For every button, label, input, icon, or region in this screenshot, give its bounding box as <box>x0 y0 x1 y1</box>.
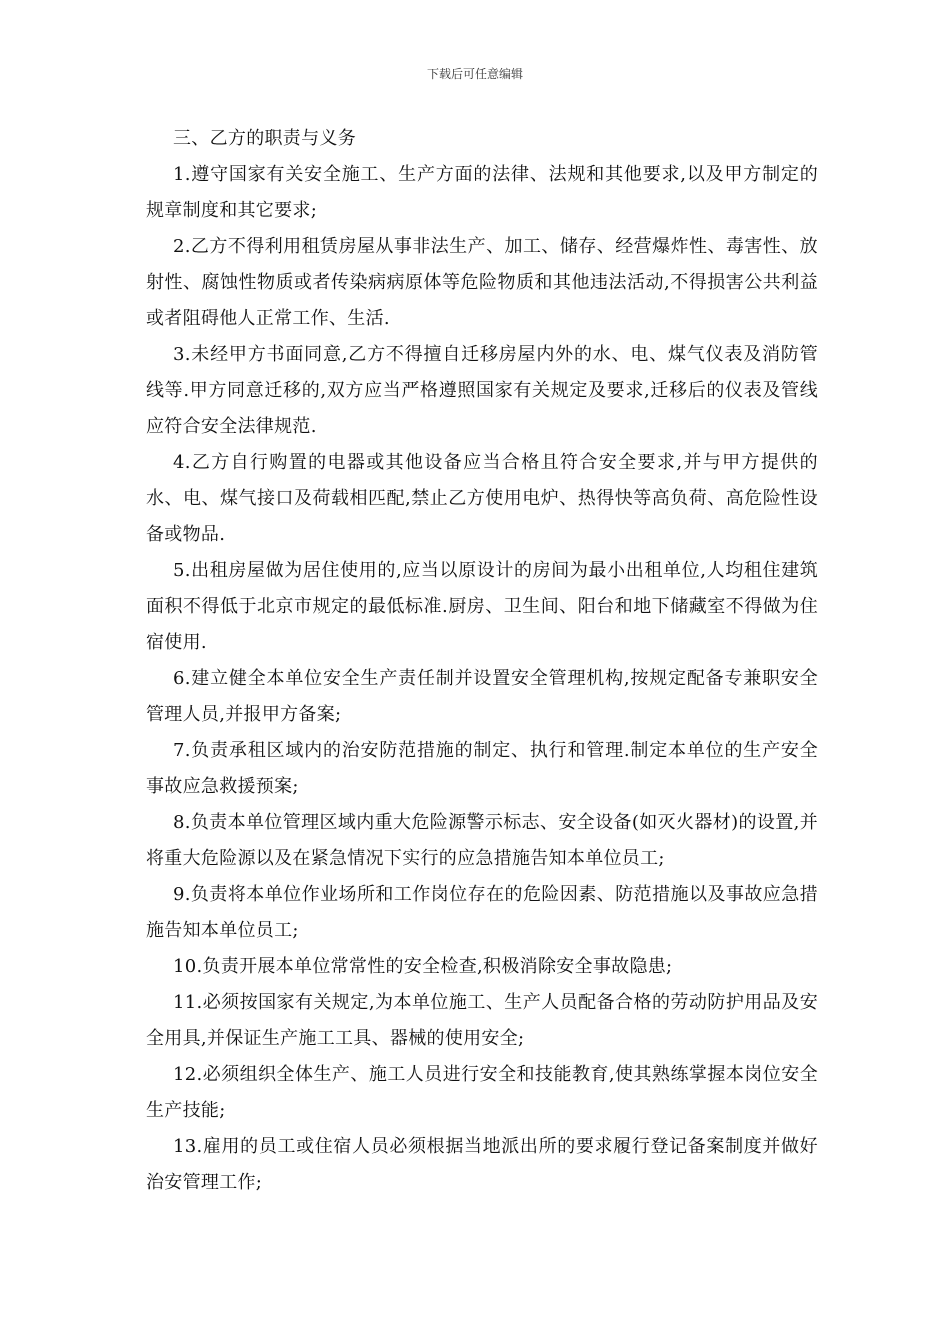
document-body <box>146 121 818 1201</box>
clause-12: 12.必须组织全体生产、施工人员进行安全和技能教育,使其熟练掌握本岗位安全生产技能; <box>146 1064 818 1121</box>
page-header-watermark: 下载后可任意编辑 <box>426 67 523 81</box>
clause-5: 5.出租房屋做为居住使用的,应当以原设计的房间为最小出租单位,人均租住建筑面积不得低于北京市规定的最低标准.厨房、卫生间、阳台和地下储藏室不得做为住宿使用. <box>146 560 818 653</box>
clause-1: 1.遵守国家有关安全施工、生产方面的法律、法规和其他要求,以及甲方制定的规章制度和其它要求; <box>146 164 818 221</box>
clause-3: 3.未经甲方书面同意,乙方不得擅自迁移房屋内外的水、电、煤气仪表及消防管线等.甲方同意迁移的,双方应当严格遵照国家有关规定及要求,迁移后的仪表及管线应符合安全法律规范. <box>146 344 818 437</box>
clause-13: 13.雇用的员工或住宿人员必须根据当地派出所的要求履行登记备案制度并做好治安管理工作; <box>146 1136 818 1193</box>
section-heading: 三、乙方的职责与义务 <box>173 128 356 149</box>
clause-9: 9.负责将本单位作业场所和工作岗位存在的危险因素、防范措施以及事故应急措施告知本单位员工; <box>146 884 818 941</box>
clause-6: 6.建立健全本单位安全生产责任制并设置安全管理机构,按规定配备专兼职安全管理人员,并报甲方备案; <box>146 668 818 725</box>
clause-7: 7.负责承租区域内的治安防范措施的制定、执行和管理.制定本单位的生产安全事故应急救援预案; <box>146 740 818 797</box>
clause-10: 10.负责开展本单位常常性的安全检查,积极消除安全事故隐患; <box>173 956 673 977</box>
clause-2: 2.乙方不得利用租赁房屋从事非法生产、加工、储存、经营爆炸性、毒害性、放射性、腐蚀性物质或者传染病病原体等危险物质和其他违法活动,不得损害公共利益或者阻碍他人正常工作、生活. <box>146 236 818 329</box>
clause-11: 11.必须按国家有关规定,为本单位施工、生产人员配备合格的劳动防护用品及安全用具,并保证生产施工工具、器械的使用安全; <box>146 992 818 1049</box>
clause-8: 8.负责本单位管理区域内重大危险源警示标志、安全设备(如灭火器材)的设置,并将重大危险源以及在紧急情况下实行的应急措施告知本单位员工; <box>146 812 818 869</box>
clause-4: 4.乙方自行购置的电器或其他设备应当合格且符合安全要求,并与甲方提供的水、电、煤气接口及荷载相匹配,禁止乙方使用电炉、热得快等高负荷、高危险性设备或物品. <box>146 452 818 545</box>
